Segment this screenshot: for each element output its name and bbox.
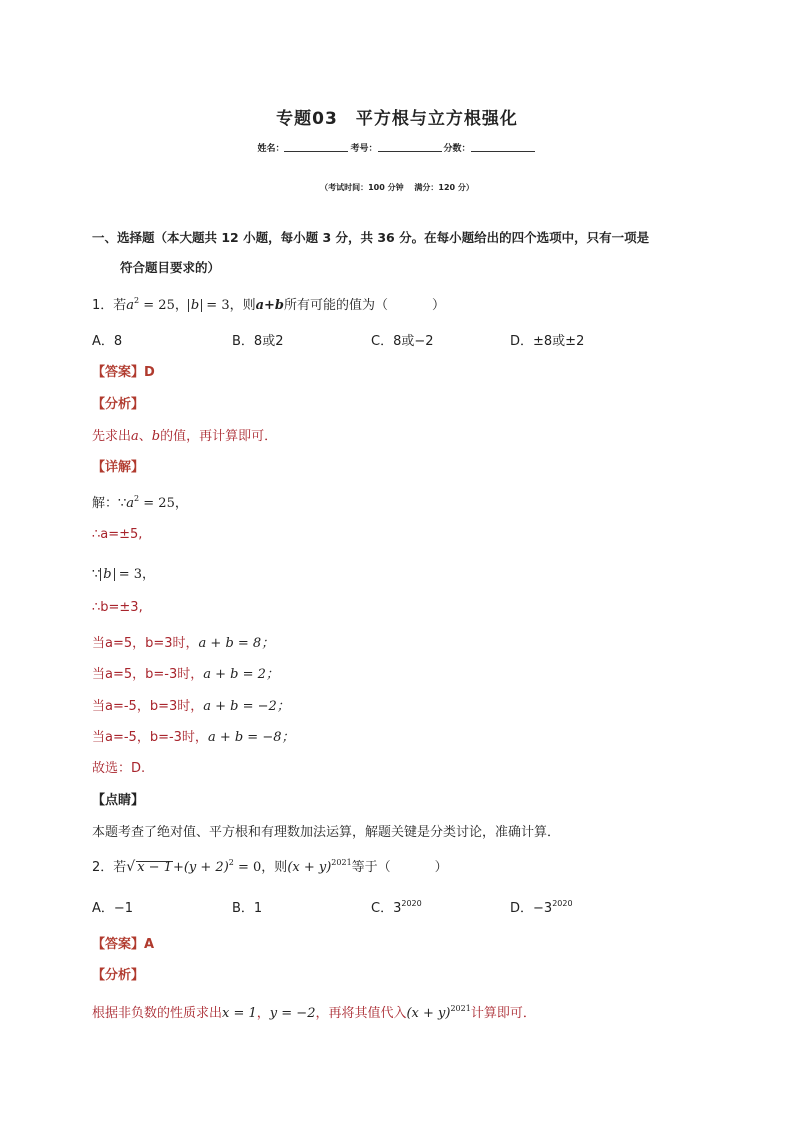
detail-line1-var: a xyxy=(126,496,135,511)
detail-line3-pre: ∵ xyxy=(92,567,101,582)
question-2-number: 2．若 xyxy=(92,860,127,875)
score-blank[interactable] xyxy=(471,142,535,152)
answer-value: D xyxy=(144,365,155,380)
section-heading-continued: 符合题目要求的） xyxy=(120,260,221,275)
exam-number-label: 考号： xyxy=(350,144,378,154)
q1-answer xyxy=(92,361,155,380)
q1-var-a: a xyxy=(126,298,135,313)
exam-number-blank[interactable] xyxy=(378,142,442,152)
question-2-stem xyxy=(92,856,448,875)
q1-eq1-rhs: = 25， xyxy=(139,298,188,313)
q1-option-a[interactable]: A．8 xyxy=(92,334,123,349)
q1-detail-line-2: ∴a=±5, xyxy=(92,527,143,542)
q2-answer xyxy=(92,933,154,952)
q1-close-paren: ） xyxy=(432,298,446,313)
option-d-exp: 2020 xyxy=(552,899,573,908)
case-condition: 当a=-5，b=3时， xyxy=(92,699,204,714)
analysis-post2: 计算即可． xyxy=(470,1006,536,1021)
q2-power-exp: 2021 xyxy=(331,858,352,867)
q1-comment-tag xyxy=(92,789,144,808)
case-expression: a + b = −2； xyxy=(203,699,290,714)
comment-tag: 【点睛】 xyxy=(92,793,145,808)
detail-tag: 【详解】 xyxy=(92,460,145,475)
q2-option-a[interactable]: A．−1 xyxy=(92,901,134,916)
detail-line1-exp: 2 xyxy=(134,494,140,503)
q2-analysis-text xyxy=(92,1002,536,1021)
q2-option-c[interactable] xyxy=(371,897,422,916)
analysis-base: (x + y) xyxy=(406,1006,451,1021)
q2-eq-zero: = 0，则 xyxy=(233,860,288,875)
sqrt-icon: √ xyxy=(126,859,136,875)
analysis-sep: 、 xyxy=(138,429,152,444)
detail-line1-pre: 解：∵ xyxy=(92,496,127,511)
question-1-number: 1．若 xyxy=(92,298,127,313)
q1-tail: 所有可能的值为（ xyxy=(284,298,389,313)
q2-sqrt-content: x − 1 xyxy=(137,860,172,875)
q1-abs-rhs: = 3，则 xyxy=(202,298,256,313)
q2-close-paren: ） xyxy=(434,860,448,875)
analysis-post: 的值，再计算即可． xyxy=(160,429,278,444)
q1-detail-tag xyxy=(92,456,144,475)
q2-option-d[interactable] xyxy=(510,897,573,916)
q1-option-d[interactable]: D．±8或±2 xyxy=(510,334,585,349)
analysis-var-b: b xyxy=(151,429,161,444)
q1-detail-line-1 xyxy=(92,492,188,511)
analysis-tag: 【分析】 xyxy=(92,968,145,983)
case-condition: 当a=5，b=-3时， xyxy=(92,667,204,682)
detail-line1-post: = 25， xyxy=(139,496,188,511)
analysis-exp: 2021 xyxy=(450,1004,471,1013)
q2-analysis-tag xyxy=(92,964,144,983)
q1-analysis-tag xyxy=(92,393,144,412)
analysis-tag: 【分析】 xyxy=(92,397,145,412)
q1-exponent: 2 xyxy=(134,296,140,305)
name-label: 姓名： xyxy=(257,144,285,154)
q2-power-base: (x + y) xyxy=(287,860,332,875)
option-d-base: D．−3 xyxy=(510,901,553,916)
score-label: 分数： xyxy=(443,144,471,154)
q1-comment-text: 本题考查了绝对值、平方根和有理数加法运算，解题关键是分类讨论，准确计算． xyxy=(92,825,561,840)
q1-sum: a+b xyxy=(255,298,285,313)
analysis-mid: ， xyxy=(256,1006,270,1021)
q2-plus-part: +(y + 2) xyxy=(172,860,229,875)
q1-case-4 xyxy=(92,726,295,745)
option-c-base: C．3 xyxy=(371,901,402,916)
analysis-x: x = 1 xyxy=(222,1006,257,1021)
case-expression: a + b = 2； xyxy=(203,667,279,682)
analysis-post1: ，再将其值代入 xyxy=(315,1006,407,1021)
student-info-line xyxy=(0,141,794,154)
answer-tag: 【答案】 xyxy=(92,365,145,380)
analysis-pre: 根据非负数的性质求出 xyxy=(92,1006,223,1021)
q1-case-2 xyxy=(92,663,279,682)
q2-option-b[interactable]: B．1 xyxy=(232,901,263,916)
case-expression: a + b = 8； xyxy=(198,636,275,651)
case-expression: a + b = −8； xyxy=(207,730,295,745)
q1-option-c[interactable]: C．8或−2 xyxy=(371,334,434,349)
name-blank[interactable] xyxy=(284,142,348,152)
q1-case-3 xyxy=(92,695,290,714)
case-condition: 当a=-5，b=-3时， xyxy=(92,730,208,745)
q1-detail-line-3 xyxy=(92,563,155,582)
page-title: 专题03 平方根与立方根强化 xyxy=(276,109,518,129)
analysis-pre: 先求出 xyxy=(92,429,132,444)
q1-option-b[interactable]: B．8或2 xyxy=(232,334,284,349)
answer-value: A xyxy=(144,937,155,952)
answer-tag: 【答案】 xyxy=(92,937,145,952)
q1-analysis-text xyxy=(92,425,277,444)
detail-line3-abs-b: b xyxy=(100,568,114,581)
section-heading: 一、选择题（本大题共 12 小题，每小题 3 分，共 36 分。在每小题给出的四个选项中，只有一项是 xyxy=(92,230,650,245)
q1-detail-line-4: ∴b=±3, xyxy=(92,600,143,615)
detail-line3-post: = 3， xyxy=(114,567,156,582)
q2-plus-exp: 2 xyxy=(228,858,234,867)
exam-time-note: （考试时间：100 分钟 满分：120 分） xyxy=(320,183,474,192)
analysis-var-a: a xyxy=(131,429,139,444)
analysis-y: y = −2 xyxy=(269,1006,316,1021)
q1-choice: 故选：D. xyxy=(92,761,146,776)
option-c-exp: 2020 xyxy=(401,899,422,908)
q1-abs-b: b xyxy=(188,299,202,312)
q2-tail: 等于（ xyxy=(351,860,391,875)
case-condition: 当a=5，b=3时， xyxy=(92,636,199,651)
q1-case-1 xyxy=(92,632,274,651)
question-1-stem xyxy=(92,294,445,313)
